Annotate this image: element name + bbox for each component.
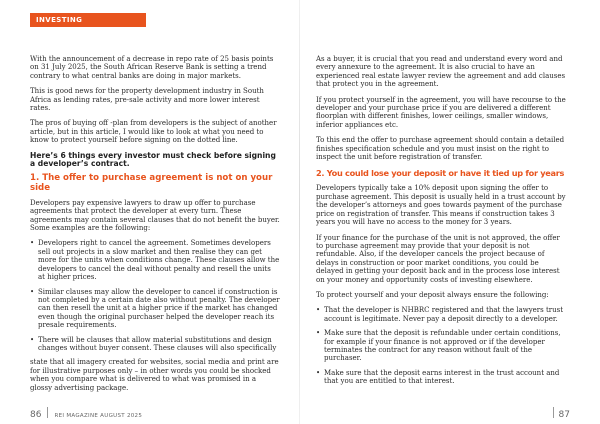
list-item-text: Developers right to cancel the agreement. Sometimes developers sell out projects in a slow market and then realise they can get more for the units when conditions change. These clauses allow the developers to cancel the deal without penalty and resell the units at higher prices. <box>38 239 280 282</box>
list-item-text: That the developer is NHBRC registered and that the lawyers trust account is legitimate. Never pay a deposit directly to a developer. <box>324 306 564 323</box>
bullet-icon: • <box>30 287 35 296</box>
section-heading-2: 2. You could lose your deposit or have it tied up for years <box>316 168 565 179</box>
list-item <box>30 239 280 281</box>
article-heading: Here’s 6 things every investor must check before signing a developer’s contract. <box>30 150 276 169</box>
footer-right <box>553 402 570 420</box>
left-column <box>30 55 280 399</box>
body-paragraph: Developers typically take a 10% deposit upon signing the offer to purchase agreement. This deposit is usually held in a trust account by the developer’s attorneys and goes towards payment of the purchase price on registration of transfer. This means if construction takes 3 years you will have no access to the money for 3 years. <box>316 184 566 227</box>
body-paragraph: To protect yourself and your deposit always ensure the following: <box>316 290 549 299</box>
list-item <box>30 336 280 353</box>
body-paragraph: If you protect yourself in the agreement, you will have recourse to the developer and your purchase price if you are delivered a different floorplan with different finishes, lower ceilings, smaller windows, inferior appliances etc. <box>316 95 566 129</box>
section-heading-1: 1. The offer to purchase agreement is not on your side <box>30 172 273 193</box>
bullet-icon: • <box>30 335 35 344</box>
list-item <box>316 329 566 363</box>
body-paragraph: As a buyer, it is crucial that you read and understand every word and every annexure to the agreement. It is also crucial to have an experienced real estate lawyer review the agreement and add clauses that protect you in the agreement. <box>316 55 566 89</box>
page-gutter <box>299 0 300 424</box>
list-item-text: Make sure that the deposit is refundable under certain conditions, for example if your finance is not approved or if the developer terminates the contract for any reason without fault of the purchaser. <box>324 329 561 363</box>
bullet-icon: • <box>316 368 321 377</box>
body-paragraph: To this end the offer to purchase agreement should contain a detailed finishes specification schedule and you must insist on the right to inspect the unit before registration of transfer. <box>316 136 565 162</box>
body-paragraph: With the announcement of a decrease in repo rate of 25 basis points on 31 July 2025, the South African Reserve Bank is setting a trend contrary to what central banks are doing in major markets. <box>30 55 274 80</box>
body-paragraph: The pros of buying off -plan from developers is the subject of another article, but in this article, I would like to look at what you need to know to protect yourself before signing on the dotted line. <box>30 119 277 145</box>
list-item-text: There will be clauses that allow material substitutions and design changes without buyer consent. These clauses will also specifically <box>38 335 277 352</box>
footer-divider <box>47 407 48 418</box>
list-item <box>30 288 280 330</box>
right-column <box>316 55 566 392</box>
bullet-icon: • <box>316 329 321 338</box>
list-item-text: Similar clauses may allow the developer to cancel if construction is not completed by a certain date also without penalty. The developer can then resell the unit at a higher price if the market has changed even though the original purchaser helped the developer reach its presale requirements. <box>38 287 280 330</box>
bullet-icon: • <box>30 239 35 248</box>
bullet-list <box>30 239 280 352</box>
page-number-right: 87 <box>558 410 570 420</box>
body-paragraph: If your finance for the purchase of the unit is not approved, the offer to purchase agreement may provide that your deposit is not refundable. Also, if the developer cancels the project because of delays in construction or poor market conditions, you could be delayed in getting your deposit back and in the process lose interest on your money and opportunity costs of investing elsewhere. <box>316 233 560 284</box>
footer-divider <box>553 407 554 418</box>
body-paragraph: Developers pay expensive lawyers to draw up offer to purchase agreements that protect the developer at every turn. These agreements may contain several clauses that do not benefit the buyer. Some examples are the following: <box>30 198 280 233</box>
section-tag: INVESTING <box>30 13 146 27</box>
bullet-icon: • <box>316 306 321 315</box>
bullet-list <box>316 306 566 385</box>
list-item <box>316 369 566 386</box>
publication-name: REI MAGAZINE AUGUST 2025 <box>54 413 143 419</box>
page-number-left: 86 <box>30 410 42 420</box>
body-paragraph: state that all imagery created for websites, social media and print are for illustrative purposes only – in other words you could be shocked when you compare what is delivered to what was promised in a glossy advertising package. <box>30 358 279 392</box>
body-paragraph: This is good news for the property development industry in South Africa as lending rates, pre-sale activity and more lower interest rates. <box>30 87 264 113</box>
list-item-text: Make sure that the deposit earns interest in the trust account and that you are entitled to that interest. <box>324 368 560 386</box>
footer-left <box>30 402 143 420</box>
list-item <box>316 306 566 323</box>
